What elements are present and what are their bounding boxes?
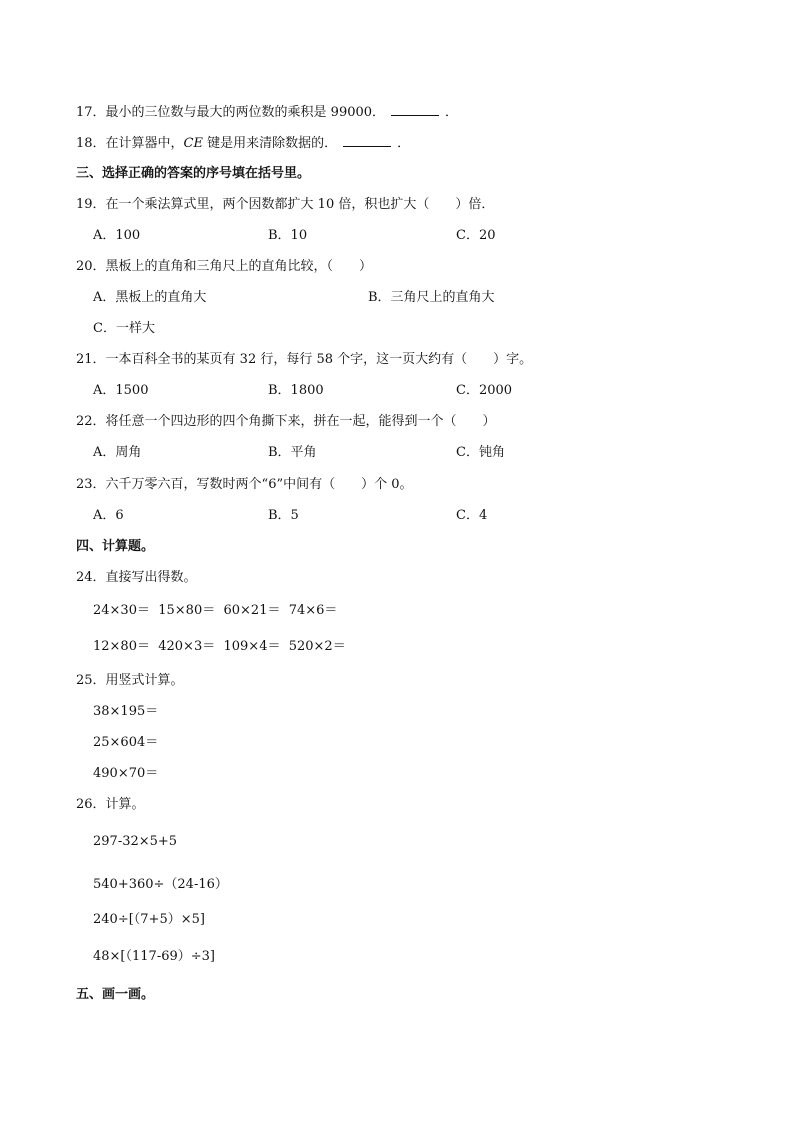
- question-26-expr-2: 540+360÷（24-16）: [93, 877, 228, 892]
- question-21-stem: 21．一本百科全书的某页有 32 行，每行 58 个字，这一页大约有（ ）字。: [76, 352, 533, 367]
- question-24-row-2: 12×80＝ 420×3＝ 109×4＝ 520×2＝: [93, 639, 346, 654]
- answer-blank-18[interactable]: [343, 134, 391, 147]
- question-21-option-b[interactable]: B．1800: [268, 383, 324, 398]
- question-23-option-b[interactable]: B．5: [268, 508, 299, 523]
- question-17-text: 17．最小的三位数与最大的两位数的乘积是 99000．: [76, 105, 386, 120]
- question-26-expr-3: 240÷[（7+5）×5]: [93, 912, 205, 927]
- question-22-option-a[interactable]: A．周角: [93, 445, 142, 460]
- question-26-expr-1: 297-32×5+5: [93, 834, 178, 849]
- question-18: 18．在计算器中，CE 键是用来清除数据的． ．: [76, 136, 411, 151]
- section-5-heading: 五、画一画。: [76, 987, 155, 1002]
- question-26-expr-4: 48×[（117-69）÷3]: [93, 949, 215, 964]
- question-23-option-a[interactable]: A．6: [93, 508, 124, 523]
- question-19-option-b[interactable]: B．10: [268, 228, 308, 243]
- question-21-option-c[interactable]: C．2000: [456, 383, 513, 398]
- question-24-stem: 24．直接写出得数。: [76, 570, 197, 585]
- answer-blank-17[interactable]: [391, 103, 439, 116]
- question-21-option-a[interactable]: A．1500: [93, 383, 149, 398]
- question-26-stem: 26．计算。: [76, 797, 145, 812]
- question-20-option-a[interactable]: A．黑板上的直角大: [93, 290, 207, 305]
- question-22-option-b[interactable]: B．平角: [268, 445, 317, 460]
- question-23-stem: 23．六千万零六百，写数时两个“6”中间有（ ）个 0。: [76, 477, 413, 492]
- section-3-heading: 三、选择正确的答案的序号填在括号里。: [76, 166, 311, 181]
- question-19-option-c[interactable]: C．20: [456, 228, 496, 243]
- question-19-option-a[interactable]: A．100: [93, 228, 141, 243]
- question-25-expr-1: 38×195＝: [93, 704, 159, 719]
- ce-key-label: CE: [183, 136, 203, 151]
- question-20-stem: 20．黑板上的直角和三角尺上的直角比较，（ ）: [76, 259, 373, 274]
- section-4-heading: 四、计算题。: [76, 539, 155, 554]
- question-20-option-c[interactable]: C．一样大: [93, 321, 155, 336]
- question-25-expr-3: 490×70＝: [93, 766, 159, 781]
- question-25-stem: 25．用竖式计算。: [76, 673, 184, 688]
- question-22-option-c[interactable]: C．钝角: [456, 445, 505, 460]
- question-20-option-b[interactable]: B．三角尺上的直角大: [368, 290, 495, 305]
- question-19-stem: 19．在一个乘法算式里，两个因数都扩大 10 倍，积也扩大（ ）倍．: [76, 197, 495, 212]
- question-24-row-1: 24×30＝ 15×80＝ 60×21＝ 74×6＝: [93, 603, 338, 618]
- question-25-expr-2: 25×604＝: [93, 735, 159, 750]
- question-22-stem: 22．将任意一个四边形的四个角撕下来，拼在一起，能得到一个（ ）: [76, 414, 496, 429]
- question-17: 17．最小的三位数与最大的两位数的乘积是 99000． ．: [76, 105, 459, 120]
- question-23-option-c[interactable]: C．4: [456, 508, 488, 523]
